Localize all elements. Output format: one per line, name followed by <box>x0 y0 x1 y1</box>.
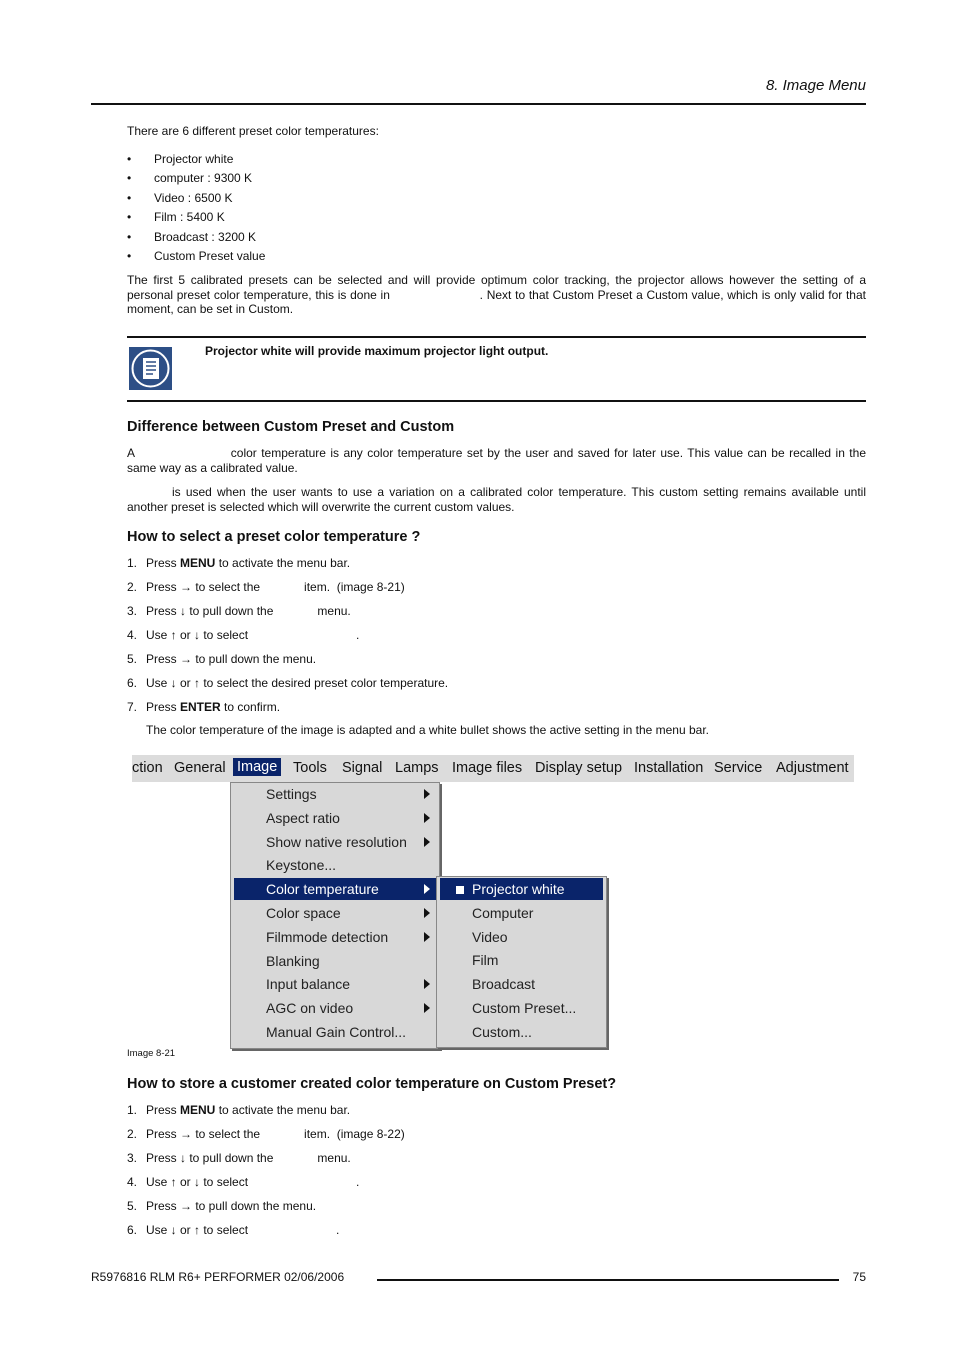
header-rule <box>91 103 866 105</box>
step-item <box>127 1127 405 1141</box>
menu-item[interactable] <box>440 902 603 924</box>
step-item <box>127 676 448 690</box>
menu-item-label: Color temperature <box>266 881 379 898</box>
menu-item[interactable] <box>440 949 603 971</box>
menu-item[interactable] <box>440 1021 603 1043</box>
step-number: 3. <box>127 604 138 618</box>
step-text-end: . <box>356 628 360 642</box>
heading-select: How to select a preset color temperature ? <box>127 529 421 545</box>
select-result-text: The color temperature of the image is adapted and a white bullet shows the active setting in the menu bar. <box>146 723 709 737</box>
bullet: • <box>127 229 132 244</box>
heading-store: How to store a customer created color temperature on Custom Preset? <box>127 1076 617 1092</box>
menu-item-label: Custom Preset... <box>472 1000 577 1016</box>
heading-difference: Difference between Custom Preset and Custom <box>127 419 455 435</box>
step-text-end: menu. <box>317 604 351 618</box>
menu-item[interactable] <box>234 902 436 924</box>
menubar-item[interactable]: Adjustment <box>776 760 849 776</box>
menubar-item[interactable]: Tools <box>293 760 327 776</box>
step-item <box>127 1151 351 1165</box>
image-caption: Image 8-21 <box>127 1048 176 1059</box>
menu-item[interactable] <box>234 783 436 805</box>
step-number: 5. <box>127 652 138 666</box>
step-item <box>127 1223 339 1237</box>
step-item <box>127 1199 316 1213</box>
bullet: • <box>127 210 132 225</box>
difference-paragraph-2 <box>127 485 866 514</box>
step-item <box>127 580 405 594</box>
menu-item[interactable] <box>234 807 436 829</box>
presets-paragraph-part1: The first 5 calibrated presets can be selected and will provide optimum color tracking, the projector allows however the setting of a personal preset color temperature, this is done in <box>127 273 866 302</box>
menu-item-label: Video <box>472 928 508 945</box>
menubar-item[interactable]: Image files <box>452 760 523 776</box>
step-text: Use ↑ or ↓ to select <box>146 1175 249 1189</box>
submenu-arrow-icon <box>424 837 430 847</box>
submenu-arrow-icon <box>424 789 430 799</box>
list-item-text: Broadcast : 3200 K <box>154 229 257 244</box>
difference-paragraph-1 <box>127 446 866 475</box>
step-number: 3. <box>127 1151 138 1165</box>
list-item-text: Custom Preset value <box>154 249 266 263</box>
menu-item-label: Keystone... <box>266 857 337 874</box>
bullet: • <box>127 249 132 263</box>
menu-item[interactable] <box>234 1021 436 1043</box>
step-number: 4. <box>127 628 138 642</box>
menubar-item[interactable]: Service <box>714 760 763 776</box>
submenu-arrow-icon <box>424 884 430 894</box>
step-number: 1. <box>127 1103 138 1117</box>
step-text-end: . <box>336 1223 340 1237</box>
step-text: Press → to select the <box>146 1127 261 1141</box>
menu-item-label: Manual Gain Control... <box>266 1024 407 1040</box>
note-top-rule <box>127 336 866 338</box>
menu-item[interactable] <box>234 997 436 1019</box>
color-temperature-submenu <box>436 876 607 1048</box>
step-number: 6. <box>127 676 138 690</box>
step-item <box>127 652 316 666</box>
bullet: • <box>127 171 132 186</box>
section-title: 8. Image Menu <box>765 77 866 94</box>
submenu-arrow-icon <box>424 1003 430 1013</box>
step-item <box>127 700 280 714</box>
presets-paragraph-part2: . Next to that Custom Preset a Custom value, which is only valid for that moment, can be set in Custom. <box>127 287 866 316</box>
step-number: 4. <box>127 1175 138 1189</box>
presets-paragraph <box>127 273 866 317</box>
menu-item[interactable] <box>234 831 436 853</box>
menu-item-label: Projector white <box>472 881 565 897</box>
menu-item[interactable] <box>234 973 436 995</box>
step-number: 1. <box>127 556 138 570</box>
menu-item-label: Color space <box>266 905 341 921</box>
step-number: 2. <box>127 1127 138 1141</box>
step-text-end: . <box>356 1175 360 1189</box>
step-text-end: item. (image 8-22) <box>304 1127 405 1141</box>
menubar-item[interactable]: Display setup <box>535 760 623 776</box>
menubar-item[interactable]: Lamps <box>395 760 439 776</box>
step-text: Press → to pull down the menu. <box>146 652 317 666</box>
step-number: 5. <box>127 1199 138 1213</box>
menu-item[interactable] <box>440 878 603 900</box>
list-item-text: Video : 6500 K <box>154 190 233 205</box>
menubar-item[interactable]: General <box>174 760 226 776</box>
menu-item-label: Settings <box>266 786 317 802</box>
menubar-item[interactable]: ction <box>132 760 163 776</box>
step-text-end: to confirm. <box>220 700 281 714</box>
bullet: • <box>127 152 132 166</box>
menu-item[interactable] <box>234 926 436 948</box>
list-item-text: Projector white <box>154 152 234 166</box>
step-text: Use ↓ or ↑ to select the desired preset color temperature. <box>146 676 449 690</box>
menu-item[interactable] <box>440 926 603 948</box>
submenu-arrow-icon <box>424 908 430 918</box>
menu-bar <box>132 755 854 782</box>
menubar-item[interactable]: Signal <box>342 760 383 776</box>
difference-p1-part1: A <box>127 446 135 460</box>
menu-item[interactable] <box>234 854 436 876</box>
step-text: Press → to select the <box>146 580 261 594</box>
step-text-end: menu. <box>317 1151 351 1165</box>
step-text: Use ↑ or ↓ to select <box>146 628 249 642</box>
step-text-end: to activate the menu bar. <box>215 1103 351 1117</box>
intro-text: There are 6 different preset color temperatures: <box>127 124 379 138</box>
step-text: Press <box>146 556 181 570</box>
step-text: Press ↓ to pull down the <box>146 1151 274 1165</box>
menu-item-label: Custom... <box>472 1023 532 1040</box>
bullet: • <box>127 190 132 205</box>
step-number: 2. <box>127 580 138 594</box>
menu-item-label: Broadcast <box>472 976 536 993</box>
menu-item[interactable] <box>234 878 436 900</box>
menu-item[interactable] <box>440 973 603 995</box>
footer-rule <box>377 1279 839 1281</box>
step-item <box>127 628 359 642</box>
step-item <box>127 1103 350 1117</box>
menu-item-label: Blanking <box>266 952 320 969</box>
step-text: Use ↓ or ↑ to select <box>146 1223 249 1237</box>
list-item-text: Film : 5400 K <box>154 210 225 225</box>
menubar-item[interactable]: Installation <box>634 760 704 776</box>
step-key: MENU <box>180 1103 216 1117</box>
menu-item-label: Input balance <box>266 976 351 993</box>
step-text: Press ↓ to pull down the <box>146 604 274 618</box>
note-bottom-rule <box>127 400 866 402</box>
menu-item-label: Computer <box>472 904 534 921</box>
difference-p2-text: is used when the user wants to use a variation on a calibrated color temperature. This custom setting remains available until another preset is selected which will overwrite the current custom values. <box>127 485 866 514</box>
note-text: Projector white will provide maximum projector light output. <box>205 344 549 358</box>
submenu-arrow-icon <box>424 979 430 989</box>
menubar-item[interactable]: Image <box>233 758 281 776</box>
submenu-arrow-icon <box>424 932 430 942</box>
submenu-arrow-icon <box>424 813 430 823</box>
menu-item[interactable] <box>234 950 436 972</box>
step-item <box>127 604 351 618</box>
step-number: 6. <box>127 1223 138 1237</box>
step-text-end: item. (image 8-21) <box>304 580 405 594</box>
step-item <box>127 556 350 570</box>
step-key: ENTER <box>180 700 221 714</box>
step-text: Press <box>146 1103 181 1117</box>
difference-p1-part2: color temperature is any color temperature set by the user and saved for later use. This value can be recalled in the same way as a calibrated value. <box>127 446 866 475</box>
step-item <box>127 1175 359 1189</box>
step-text-end: to activate the menu bar. <box>215 556 351 570</box>
image-menu-dropdown <box>230 782 440 1049</box>
menu-item-label: Show native resolution <box>266 833 407 850</box>
menu-item[interactable] <box>440 997 603 1019</box>
step-text: Press <box>146 700 181 714</box>
menu-item-label: Aspect ratio <box>266 809 340 826</box>
menu-item-label: AGC on video <box>266 1000 354 1017</box>
list-item-text: computer : 9300 K <box>154 171 253 186</box>
active-bullet-icon <box>456 886 464 894</box>
menu-item-label: Filmmode detection <box>266 928 389 945</box>
page-number: 75 <box>852 1270 866 1284</box>
step-number: 7. <box>127 700 138 714</box>
step-key: MENU <box>180 556 216 570</box>
step-text: Press → to pull down the menu. <box>146 1199 317 1213</box>
footer-doc-id: R5976816 RLM R6+ PERFORMER 02/06/2006 <box>91 1270 345 1284</box>
note-icon <box>129 347 172 390</box>
menu-item-label: Film <box>472 952 499 969</box>
